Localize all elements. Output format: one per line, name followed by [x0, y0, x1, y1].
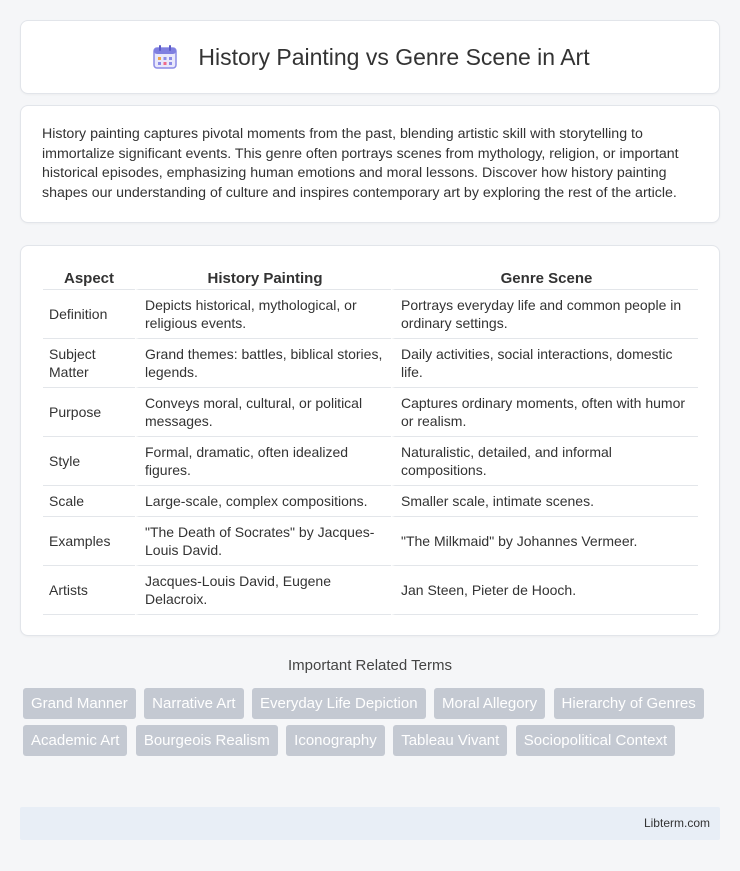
row-genre-value: "The Milkmaid" by Johannes Vermeer. — [391, 517, 698, 566]
table-row — [43, 486, 698, 517]
table-row — [43, 290, 698, 339]
row-genre-value: Naturalistic, detailed, and informal compositions. — [391, 437, 698, 486]
row-history-value: "The Death of Socrates" by Jacques-Louis David. — [135, 517, 391, 566]
row-aspect: Purpose — [43, 388, 135, 437]
footer — [20, 807, 720, 840]
tag-academic-art[interactable]: Academic Art — [23, 725, 127, 756]
tag-narrative-art[interactable]: Narrative Art — [144, 688, 243, 719]
intro-card — [20, 105, 720, 223]
row-aspect: Definition — [43, 290, 135, 339]
comparison-table-card — [20, 245, 720, 636]
tag-everyday-life-depiction[interactable]: Everyday Life Depiction — [252, 688, 426, 719]
related-terms-tags — [23, 688, 723, 762]
row-genre-value: Portrays everyday life and common people in ordinary settings. — [391, 290, 698, 339]
header-aspect: Aspect — [43, 266, 135, 290]
table-row — [43, 566, 698, 615]
row-genre-value: Smaller scale, intimate scenes. — [391, 486, 698, 517]
row-genre-value: Jan Steen, Pieter de Hooch. — [391, 566, 698, 615]
row-genre-value: Daily activities, social interactions, domestic life. — [391, 339, 698, 388]
tag-moral-allegory[interactable]: Moral Allegory — [434, 688, 545, 719]
tag-bourgeois-realism[interactable]: Bourgeois Realism — [136, 725, 278, 756]
row-history-value: Conveys moral, cultural, or political messages. — [135, 388, 391, 437]
row-history-value: Grand themes: battles, biblical stories, legends. — [135, 339, 391, 388]
related-terms-title: Important Related Terms — [288, 657, 452, 674]
tag-sociopolitical-context[interactable]: Sociopolitical Context — [516, 725, 675, 756]
calendar-icon — [150, 42, 180, 72]
tag-iconography[interactable]: Iconography — [286, 725, 385, 756]
title-wrap — [150, 42, 589, 72]
table-row — [43, 339, 698, 388]
intro-text: History painting captures pivotal moments from the past, blending artistic skill with storytelling to immortalize significant events. This genre often portrays scenes from mythology, religion, or important historical episodes, emphasizing human emotions and moral lessons. Discover how history painting shapes our understanding of culture and inspires contemporary art by exploring the rest of the article. — [42, 126, 679, 201]
tag-hierarchy-of-genres[interactable]: Hierarchy of Genres — [554, 688, 704, 719]
row-aspect: Scale — [43, 486, 135, 517]
row-history-value: Formal, dramatic, often idealized figures. — [135, 437, 391, 486]
table-row — [43, 388, 698, 437]
table-row — [43, 437, 698, 486]
row-history-value: Jacques-Louis David, Eugene Delacroix. — [135, 566, 391, 615]
row-history-value: Large-scale, complex compositions. — [135, 486, 391, 517]
tag-tableau-vivant[interactable]: Tableau Vivant — [393, 725, 507, 756]
row-aspect: Examples — [43, 517, 135, 566]
page-title: History Painting vs Genre Scene in Art — [198, 43, 590, 70]
comparison-table — [43, 266, 698, 615]
footer-site-link[interactable]: Libterm.com — [643, 816, 710, 830]
header-card — [20, 20, 720, 94]
row-history-value: Depicts historical, mythological, or religious events. — [135, 290, 391, 339]
row-aspect: Subject Matter — [43, 339, 135, 388]
tag-grand-manner[interactable]: Grand Manner — [23, 688, 136, 719]
table-header-row — [43, 266, 698, 290]
header-genre-scene: Genre Scene — [391, 266, 698, 290]
table-row — [43, 517, 698, 566]
row-aspect: Style — [43, 437, 135, 486]
row-aspect: Artists — [43, 566, 135, 615]
header-history-painting: History Painting — [135, 266, 391, 290]
row-genre-value: Captures ordinary moments, often with humor or realism. — [391, 388, 698, 437]
